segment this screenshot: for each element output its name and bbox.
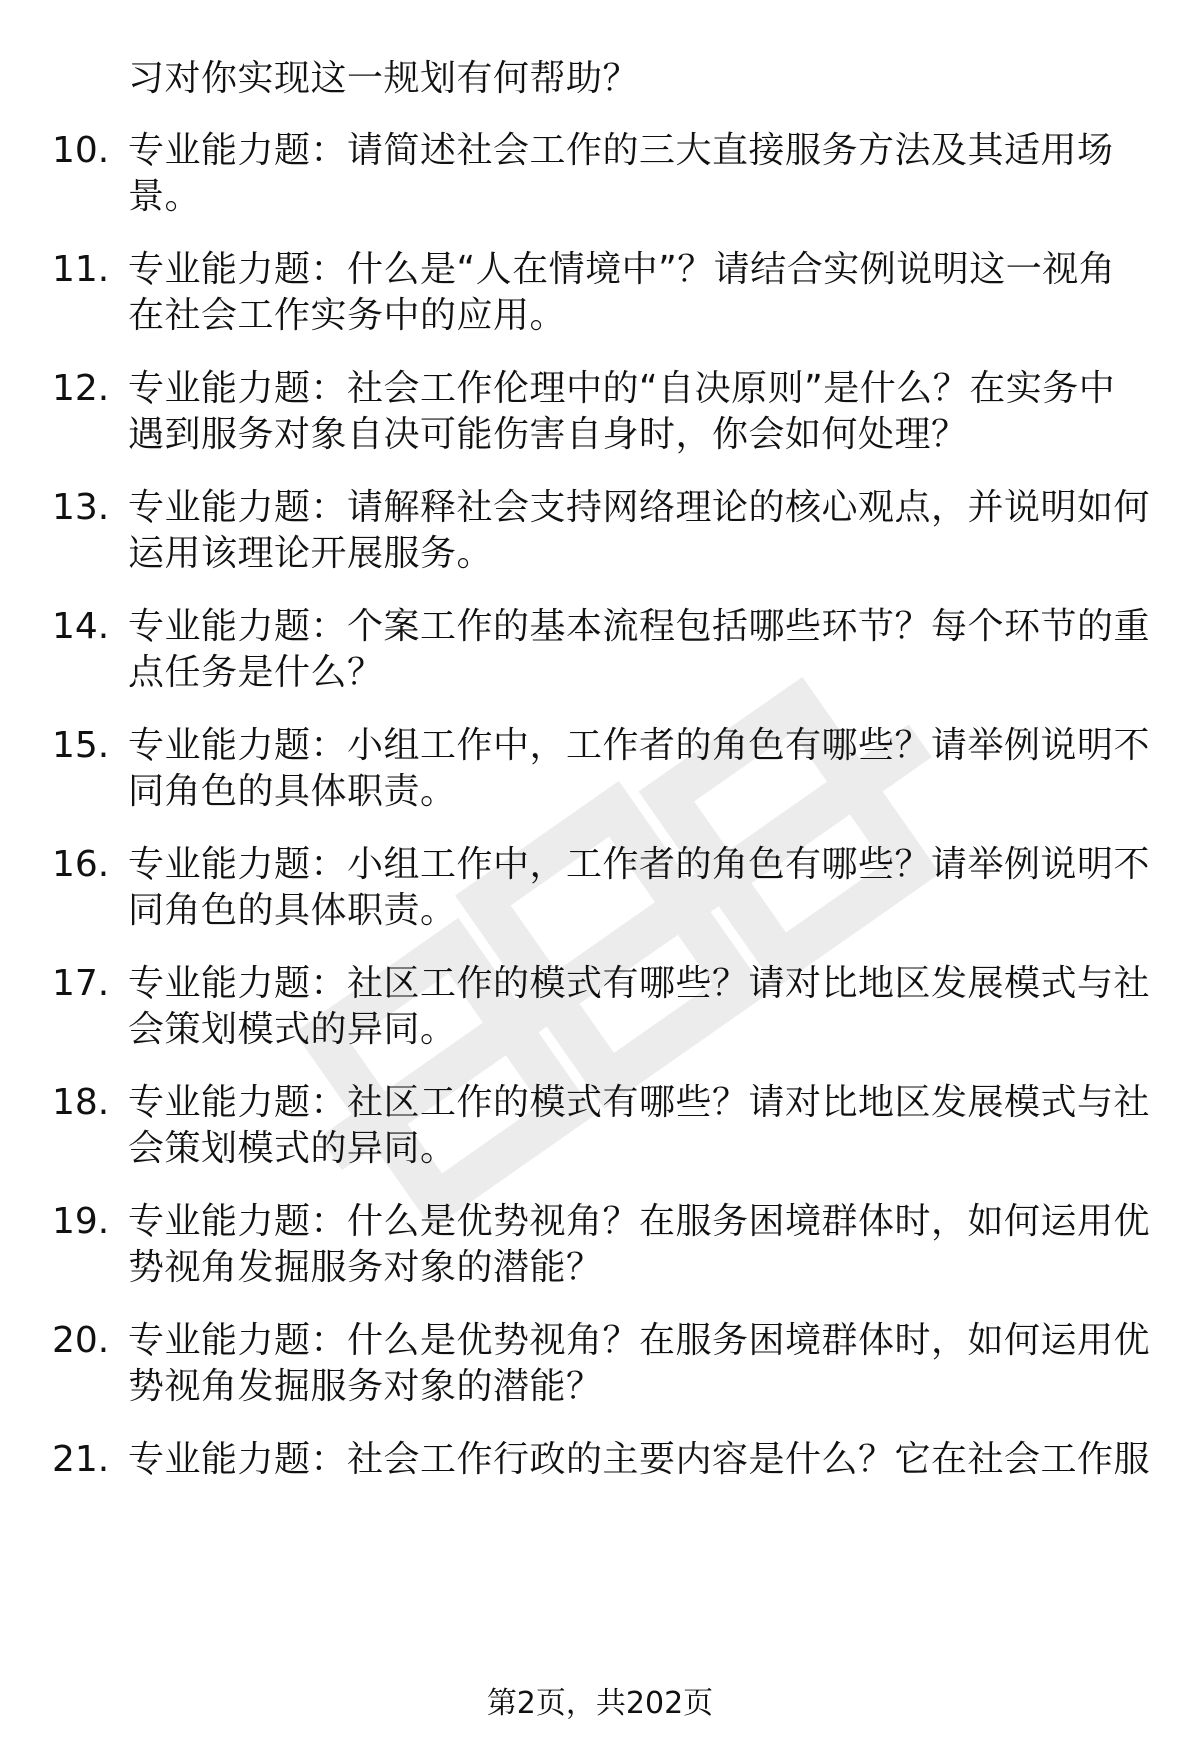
- question-line: 会策划模式的异同。: [128, 1128, 457, 1169]
- question-number: 12.: [52, 368, 110, 409]
- question-line: 专业能力题：社会工作行政的主要内容是什么？它在社会工作服: [128, 1439, 1151, 1480]
- question-number: 16.: [52, 844, 110, 885]
- question-number: 20.: [52, 1320, 110, 1361]
- question-number: 19.: [52, 1201, 110, 1242]
- question-number: 11.: [52, 249, 110, 290]
- intro-continuation-line: 习对你实现这一规划有何帮助？: [128, 58, 640, 99]
- question-line: 专业能力题：什么是优势视角？在服务困境群体时，如何运用优: [128, 1320, 1151, 1361]
- question-line: 专业能力题：社区工作的模式有哪些？请对比地区发展模式与社: [128, 1082, 1151, 1123]
- question-number: 14.: [52, 606, 110, 647]
- question-line: 专业能力题：小组工作中，工作者的角色有哪些？请举例说明不: [128, 725, 1151, 766]
- question-number: 13.: [52, 487, 110, 528]
- question-number: 17.: [52, 963, 110, 1004]
- question-line: 专业能力题：社区工作的模式有哪些？请对比地区发展模式与社: [128, 963, 1151, 1004]
- question-line: 会策划模式的异同。: [128, 1009, 457, 1050]
- question-number: 18.: [52, 1082, 110, 1123]
- question-line: 专业能力题：请解释社会支持网络理论的核心观点，并说明如何: [128, 487, 1151, 528]
- question-line: 专业能力题：个案工作的基本流程包括哪些环节？每个环节的重: [128, 606, 1151, 647]
- question-line: 专业能力题：什么是优势视角？在服务困境群体时，如何运用优: [128, 1201, 1151, 1242]
- page-footer: 第2页，共202页: [486, 1686, 714, 1721]
- question-line: 点任务是什么？: [128, 652, 384, 693]
- question-line: 势视角发掘服务对象的潜能？: [128, 1366, 603, 1407]
- question-line: 遇到服务对象自决可能伤害自身时，你会如何处理？: [128, 414, 968, 455]
- question-line: 专业能力题：请简述社会工作的三大直接服务方法及其适用场: [128, 130, 1114, 171]
- question-line: 在社会工作实务中的应用。: [128, 295, 567, 336]
- question-line: 专业能力题：小组工作中，工作者的角色有哪些？请举例说明不: [128, 844, 1151, 885]
- question-line: 运用该理论开展服务。: [128, 533, 494, 574]
- question-line: 势视角发掘服务对象的潜能？: [128, 1247, 603, 1288]
- question-line: 景。: [128, 176, 202, 217]
- question-line: 专业能力题：社会工作伦理中的“自决原则”是什么？在实务中: [128, 368, 1116, 409]
- question-number: 21.: [52, 1439, 110, 1480]
- question-line: 同角色的具体职责。: [128, 771, 457, 812]
- question-line: 同角色的具体职责。: [128, 890, 457, 931]
- question-number: 10.: [52, 130, 110, 171]
- question-number: 15.: [52, 725, 110, 766]
- question-line: 专业能力题：什么是“人在情境中”？请结合实例说明这一视角: [128, 249, 1116, 290]
